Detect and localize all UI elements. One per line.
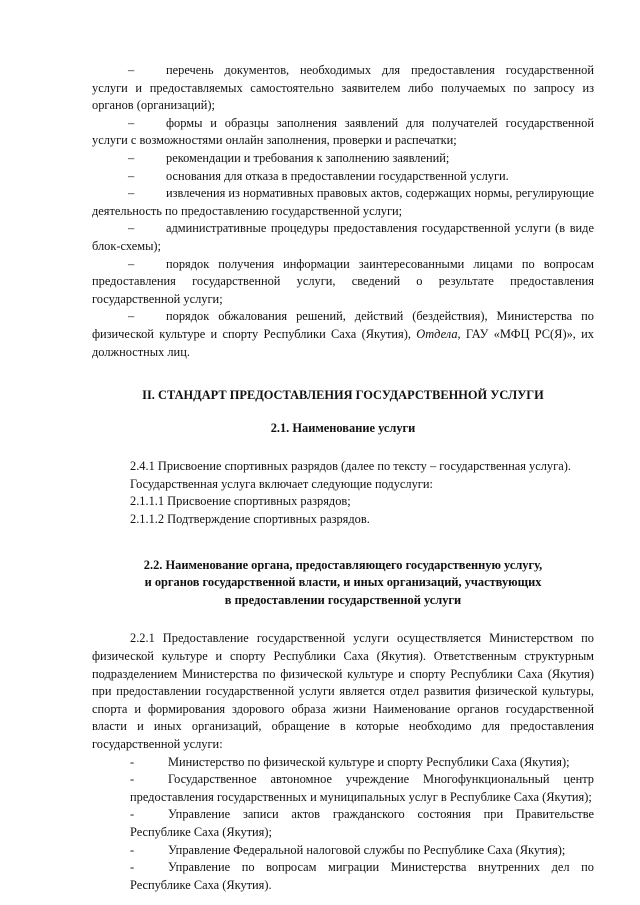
dash-marker: - <box>130 807 135 822</box>
info-list <box>92 62 594 361</box>
list-item: - Государственное автономное учреждение Многофункциональный центр предоставления государственных и муниципальных услуг в Республике Саха (Якутия); <box>130 772 594 804</box>
dash-marker: - <box>130 772 135 787</box>
dash-marker: – <box>128 256 135 271</box>
list-item: – формы и образцы заполнения заявлений для получателей государственной услуги с возможностями онлайн заполнения, проверки и распечатки; <box>92 115 594 148</box>
paragraph-2-4-1: 2.4.1 Присвоение спортивных разрядов (далее по тексту – государственная услуга). <box>130 459 571 474</box>
sub-service-item: 2.1.1.2 Подтверждение спортивных разрядов. <box>130 512 370 527</box>
list-item: - Управление Федеральной налоговой службы по Республике Саха (Якутия); <box>92 842 594 860</box>
list-item: - Министерство по физической культуре и спорту Республики Саха (Якутия); <box>92 754 594 772</box>
subsection-title-2-1: 2.1. Наименование услуги <box>270 420 416 435</box>
dash-marker: – <box>128 309 135 324</box>
dash-marker: – <box>128 115 135 130</box>
organizations-list <box>92 754 594 895</box>
dash-marker: – <box>128 186 135 201</box>
dash-marker: – <box>128 168 135 183</box>
dash-marker: - <box>130 842 135 857</box>
paragraph-2-2-1: 2.2.1 Предоставление государственной услуги осуществляется Министерством по физической культуре и спорту Республики Саха (Якутия). Ответственным структурным подразделением Министерства по физической культуре и спорту Республики Саха (Якутия) при предоставлении государственной услуги является отдел развития физической культуры, спорта и формирования здорового образа жизни Наименование органов государственной власти и иных организаций, обращение в которые необходимо для предоставления государственной услуги: <box>92 631 594 751</box>
dash-marker: – <box>128 150 135 165</box>
list-item: – перечень документов, необходимых для предоставления государственной услуги и предоставляемых самостоятельно заявителем либо получаемых по запросу из органов (организаций); <box>92 63 594 113</box>
italic-text: Отдела <box>416 326 458 341</box>
list-item: - Управление записи актов гражданского состояния при Правительстве Республике Саха (Якутия); <box>130 807 594 839</box>
sub-service-item: 2.1.1.1 Присвоение спортивных разрядов; <box>130 494 351 509</box>
list-item: – извлечения из нормативных правовых актов, содержащих нормы, регулирующие деятельность по предоставлению государственной услуги; <box>92 186 594 218</box>
section-title: II. СТАНДАРТ ПРЕДОСТАВЛЕНИЯ ГОСУДАРСТВЕННОЙ УСЛУГИ <box>142 388 544 403</box>
subsection-title-2-2: 2.2. Наименование органа, предоставляющего государственную услугу, и органов государственной власти, и иных организаций, участвующих в предоставлении государственной услуги <box>143 557 543 607</box>
dash-marker: – <box>128 221 135 236</box>
list-item: – порядок получения информации заинтересованными лицами по вопросам предоставления государственной услуги, сведений о результате предоставления государственной услуги; <box>92 256 594 306</box>
list-item: – порядок обжалования решений, действий (бездействия), Министерства по физической культуре и спорту Республики Саха (Якутия), Отдела, ГАУ «МФЦ РС(Я)», их должностных лиц. <box>92 309 594 359</box>
list-item: – рекомендации и требования к заполнению заявлений; <box>92 150 594 168</box>
dash-marker: – <box>128 63 135 77</box>
list-item: – административные процедуры предоставления государственной услуги (в виде блок-схемы); <box>92 221 594 253</box>
list-item: – основания для отказа в предоставлении государственной услуги. <box>92 168 594 186</box>
paragraph-intro: Государственная услуга включает следующие подуслуги: <box>130 476 433 491</box>
dash-marker: - <box>130 754 135 769</box>
dash-marker: - <box>130 860 135 875</box>
list-item: - Управление по вопросам миграции Министерства внутренних дел по Республике Саха (Якутия). <box>130 860 594 892</box>
